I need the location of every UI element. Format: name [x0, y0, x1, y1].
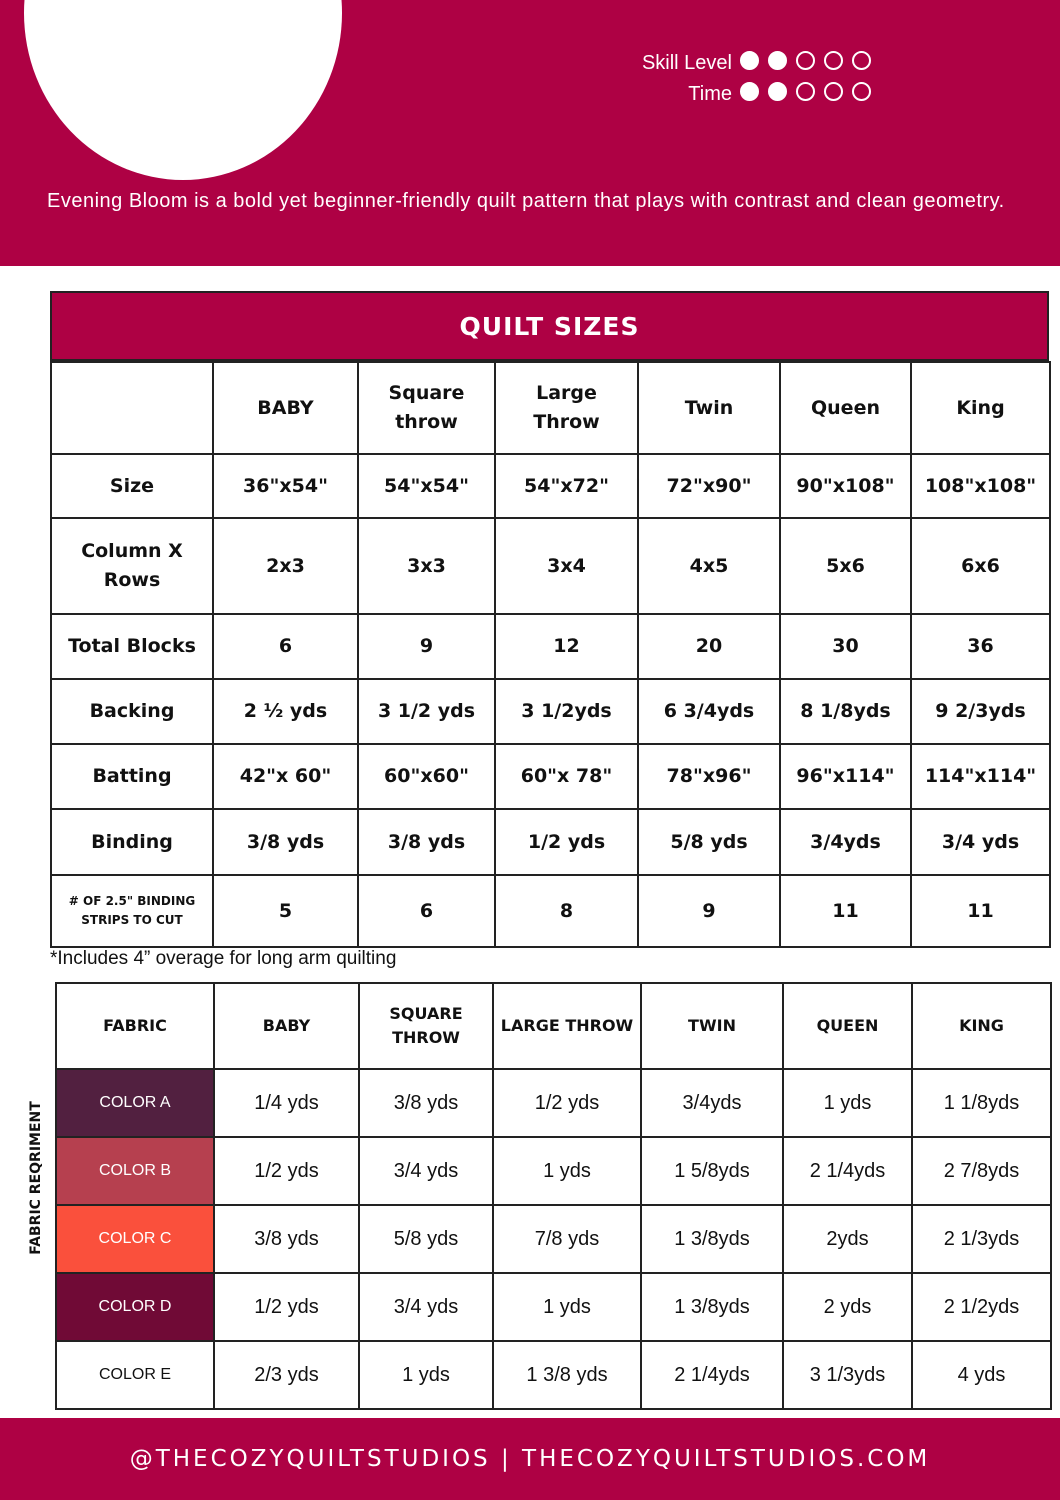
fabric-swatch-color-e: COLOR E [56, 1341, 214, 1409]
pattern-description: Evening Bloom is a bold yet beginner-friendly quilt pattern that plays with contrast and clean geometry. [47, 190, 1005, 212]
fabric-swatch-color-d: COLOR D [56, 1273, 214, 1341]
fabric-cell: 1 3/8yds [641, 1273, 783, 1341]
fabric-column-header-queen: QUEEN [783, 983, 912, 1069]
fabric-cell: 2 7/8yds [912, 1137, 1051, 1205]
size-column-header-large-throw: Large Throw [495, 362, 638, 454]
header-banner [0, 0, 1060, 266]
fabric-cell: 5/8 yds [359, 1205, 493, 1273]
sizes-cell: 6 [358, 875, 495, 947]
fabric-cell: 1 5/8yds [641, 1137, 783, 1205]
time-dot-empty [824, 82, 843, 101]
sizes-row-label: Total Blocks [51, 614, 213, 679]
sizes-cell: 5 [213, 875, 358, 947]
time-dot-filled [768, 82, 787, 101]
fabric-requirement-side-label [18, 1090, 54, 1266]
fabric-cell: 1 3/8 yds [493, 1341, 641, 1409]
sizes-cell: 3x3 [358, 518, 495, 614]
skill-level-dots [740, 51, 880, 76]
fabric-cell: 1 1/8yds [912, 1069, 1051, 1137]
fabric-cell: 2 1/3yds [912, 1205, 1051, 1273]
skill-dot-filled [740, 51, 759, 70]
sizes-cell: 1/2 yds [495, 809, 638, 875]
sizes-cell: 6 3/4yds [638, 679, 780, 744]
fabric-swatch-color-b: COLOR B [56, 1137, 214, 1205]
fabric-column-header-fabric: FABRIC [56, 983, 214, 1069]
fabric-requirement-label-text: FABRIC REQRIMENT [28, 1101, 45, 1255]
size-column-header-queen: Queen [780, 362, 911, 454]
sizes-cell: 78"x96" [638, 744, 780, 809]
footer-banner [0, 1418, 1060, 1500]
size-column-header-baby: BABY [213, 362, 358, 454]
sizes-cell: 90"x108" [780, 454, 911, 518]
sizes-cell: 8 [495, 875, 638, 947]
sizes-cell: 36"x54" [213, 454, 358, 518]
sizes-row-label: Column X Rows [51, 518, 213, 614]
sizes-cell: 11 [911, 875, 1050, 947]
time-label: Time [688, 83, 732, 105]
skill-level-rating [642, 51, 880, 76]
sizes-row-column-x-rows [51, 518, 1050, 614]
time-rating [688, 82, 880, 107]
fabric-cell: 1 3/8yds [641, 1205, 783, 1273]
fabric-column-header-square-throw: SQUARE THROW [359, 983, 493, 1069]
sizes-cell: 3/4 yds [911, 809, 1050, 875]
fabric-cell: 3/4 yds [359, 1273, 493, 1341]
fabric-cell: 3/8 yds [359, 1069, 493, 1137]
fabric-row-color-d [56, 1273, 1051, 1341]
sizes-row-label: Binding [51, 809, 213, 875]
fabric-column-header-large-throw: LARGE THROW [493, 983, 641, 1069]
sizes-cell: 114"x114" [911, 744, 1050, 809]
logo [24, 0, 342, 180]
skill-dot-filled [768, 51, 787, 70]
quilt-sizes-table [50, 361, 1051, 948]
sizes-row-label: Batting [51, 744, 213, 809]
fabric-cell: 3/8 yds [214, 1205, 359, 1273]
fabric-cell: 1 yds [493, 1137, 641, 1205]
sizes-cell: 11 [780, 875, 911, 947]
sizes-row-total-blocks [51, 614, 1050, 679]
sizes-cell: 5x6 [780, 518, 911, 614]
sizes-cell: 12 [495, 614, 638, 679]
fabric-cell: 1 yds [359, 1341, 493, 1409]
sizes-cell: 3/8 yds [358, 809, 495, 875]
sizes-cell: 3x4 [495, 518, 638, 614]
sizes-cell: 60"x60" [358, 744, 495, 809]
sizes-cell: 9 [638, 875, 780, 947]
time-dot-empty [796, 82, 815, 101]
sizes-cell: 4x5 [638, 518, 780, 614]
fabric-cell: 3 1/3yds [783, 1341, 912, 1409]
fabric-cell: 2 yds [783, 1273, 912, 1341]
size-column-header-square-throw: Square throw [358, 362, 495, 454]
fabric-row-color-a [56, 1069, 1051, 1137]
skill-dot-empty [852, 51, 871, 70]
fabric-requirements-table [55, 982, 1052, 1410]
skill-level-label: Skill Level [641, 52, 732, 74]
fabric-cell: 2/3 yds [214, 1341, 359, 1409]
footnote: *Includes 4” overage for long arm quilting [50, 948, 397, 969]
sizes-row-binding [51, 809, 1050, 875]
fabric-cell: 2 1/4yds [641, 1341, 783, 1409]
sizes-row-size [51, 454, 1050, 518]
sizes-cell: 60"x 78" [495, 744, 638, 809]
fabric-column-header-twin: TWIN [641, 983, 783, 1069]
fabric-column-header-king: KING [912, 983, 1051, 1069]
sizes-row-label: Size [51, 454, 213, 518]
sizes-cell: 3/4yds [780, 809, 911, 875]
sizes-cell: 3 1/2 yds [358, 679, 495, 744]
sizes-cell: 30 [780, 614, 911, 679]
sizes-cell: 20 [638, 614, 780, 679]
sizes-row-backing [51, 679, 1050, 744]
fabric-cell: 4 yds [912, 1341, 1051, 1409]
quilt-sizes-title: QUILT SIZES [50, 291, 1049, 361]
sizes-cell: 3 1/2yds [495, 679, 638, 744]
fabric-row-color-e [56, 1341, 1051, 1409]
fabric-column-header-baby: BABY [214, 983, 359, 1069]
sizes-cell: 108"x108" [911, 454, 1050, 518]
sizes-cell: 42"x 60" [213, 744, 358, 809]
sizes-cell: 9 2/3yds [911, 679, 1050, 744]
sizes-cell: 72"x90" [638, 454, 780, 518]
fabric-swatch-color-a: COLOR A [56, 1069, 214, 1137]
sizes-row-label: Backing [51, 679, 213, 744]
time-dot-empty [852, 82, 871, 101]
fabric-swatch-color-c: COLOR C [56, 1205, 214, 1273]
sizes-cell: 6 [213, 614, 358, 679]
sizes-cell: 2x3 [213, 518, 358, 614]
sizes-cell: 6x6 [911, 518, 1050, 614]
skill-dot-empty [824, 51, 843, 70]
fabric-cell: 1 yds [493, 1273, 641, 1341]
size-column-header-twin: Twin [638, 362, 780, 454]
sizes-row-batting [51, 744, 1050, 809]
sizes-header-row [51, 362, 1050, 454]
sizes-cell: 96"x114" [780, 744, 911, 809]
fabric-cell: 1/4 yds [214, 1069, 359, 1137]
fabric-header-row [56, 983, 1051, 1069]
fabric-cell: 2yds [783, 1205, 912, 1273]
sizes-cell: 36 [911, 614, 1050, 679]
fabric-cell: 1 yds [783, 1069, 912, 1137]
sizes-cell: 54"x54" [358, 454, 495, 518]
fabric-cell: 3/4yds [641, 1069, 783, 1137]
sizes-cell: 54"x72" [495, 454, 638, 518]
fabric-cell: 1/2 yds [493, 1069, 641, 1137]
sizes-cell: 5/8 yds [638, 809, 780, 875]
size-column-header-king: King [911, 362, 1050, 454]
time-dot-filled [740, 82, 759, 101]
sizes-cell: 3/8 yds [213, 809, 358, 875]
fabric-cell: 1/2 yds [214, 1273, 359, 1341]
sizes-row-label: # OF 2.5" BINDING STRIPS TO CUT [51, 875, 213, 947]
fabric-row-color-c [56, 1205, 1051, 1273]
skill-dot-empty [796, 51, 815, 70]
fabric-cell: 1/2 yds [214, 1137, 359, 1205]
fabric-cell: 7/8 yds [493, 1205, 641, 1273]
sizes-row-of-2-5-binding-strips-to-cut [51, 875, 1050, 947]
footer-social-and-website: @THECOZYQUILTSTUDIOS | THECOZYQUILTSTUDIOS.COM [129, 1446, 931, 1472]
fabric-cell: 2 1/4yds [783, 1137, 912, 1205]
fabric-row-color-b [56, 1137, 1051, 1205]
sizes-cell: 8 1/8yds [780, 679, 911, 744]
sizes-cell: 2 ½ yds [213, 679, 358, 744]
sizes-cell: 9 [358, 614, 495, 679]
fabric-cell: 3/4 yds [359, 1137, 493, 1205]
fabric-cell: 2 1/2yds [912, 1273, 1051, 1341]
size-column-header-blank [51, 362, 213, 454]
time-dots [740, 82, 880, 107]
